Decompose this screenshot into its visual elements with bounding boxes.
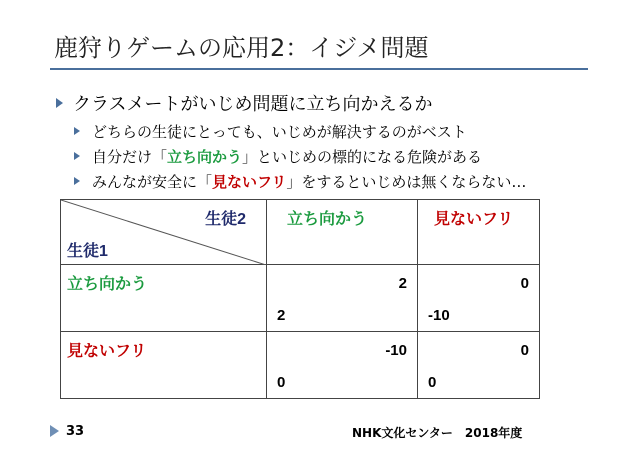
main-bullet xyxy=(56,90,432,116)
table-row xyxy=(61,332,540,399)
main-bullet-text: クラスメートがいじめ問題に立ち向かえるか xyxy=(73,94,433,115)
payoff-student1: 0 xyxy=(428,374,437,391)
sub-bullet-2 xyxy=(74,146,482,167)
bullet-triangle-icon xyxy=(74,127,80,135)
payoff-student2: 2 xyxy=(398,275,407,292)
col-header-2: 見ないフリ xyxy=(418,200,540,265)
sub-bullet-2-post: 」といじめの標的になる危険がある xyxy=(242,148,483,166)
payoff-matrix xyxy=(60,199,540,399)
page-number: 33 xyxy=(66,424,85,439)
slide-title: 鹿狩りゲームの応用2：イジメ問題 xyxy=(54,34,429,62)
payoff-cell xyxy=(267,332,418,399)
payoff-cell xyxy=(418,332,540,399)
bullet-triangle-icon xyxy=(56,98,63,108)
sub-bullet-2-highlight: 立ち向かう xyxy=(167,148,243,166)
corner-cell xyxy=(61,200,267,265)
payoff-student1: -10 xyxy=(428,307,450,324)
row-header-1: 立ち向かう xyxy=(61,265,267,332)
payoff-student1: 2 xyxy=(277,307,286,324)
col-header-1: 立ち向かう xyxy=(267,200,418,265)
column-player-label: 生徒2 xyxy=(205,211,246,228)
sub-bullet-3-highlight: 見ないフリ xyxy=(212,173,287,191)
title-divider xyxy=(50,68,588,70)
row-player-label: 生徒1 xyxy=(67,243,108,260)
payoff-cell xyxy=(267,265,418,332)
table-row xyxy=(61,265,540,332)
header-row xyxy=(61,200,540,265)
sub-bullet-1 xyxy=(74,121,467,142)
row-header-2: 見ないフリ xyxy=(61,332,267,399)
payoff-student1: 0 xyxy=(277,374,286,391)
sub-bullet-3-pre: みんなが安全に「 xyxy=(92,173,213,191)
payoff-student2: 0 xyxy=(520,275,529,292)
footer-organization: NHK文化センター 2018年度 xyxy=(352,426,523,440)
sub-bullet-1-text: どちらの生徒にとっても、いじめが解決するのがベスト xyxy=(92,123,467,141)
sub-bullet-3 xyxy=(74,171,526,192)
sub-bullet-2-pre: 自分だけ「 xyxy=(92,148,168,166)
payoff-student2: 0 xyxy=(520,342,529,359)
payoff-cell xyxy=(418,265,540,332)
footer-triangle-icon xyxy=(50,425,59,437)
bullet-triangle-icon xyxy=(74,152,80,160)
bullet-triangle-icon xyxy=(74,177,80,185)
sub-bullet-3-post: 」をするといじめは無くならない… xyxy=(286,173,527,191)
payoff-student2: -10 xyxy=(385,342,407,359)
